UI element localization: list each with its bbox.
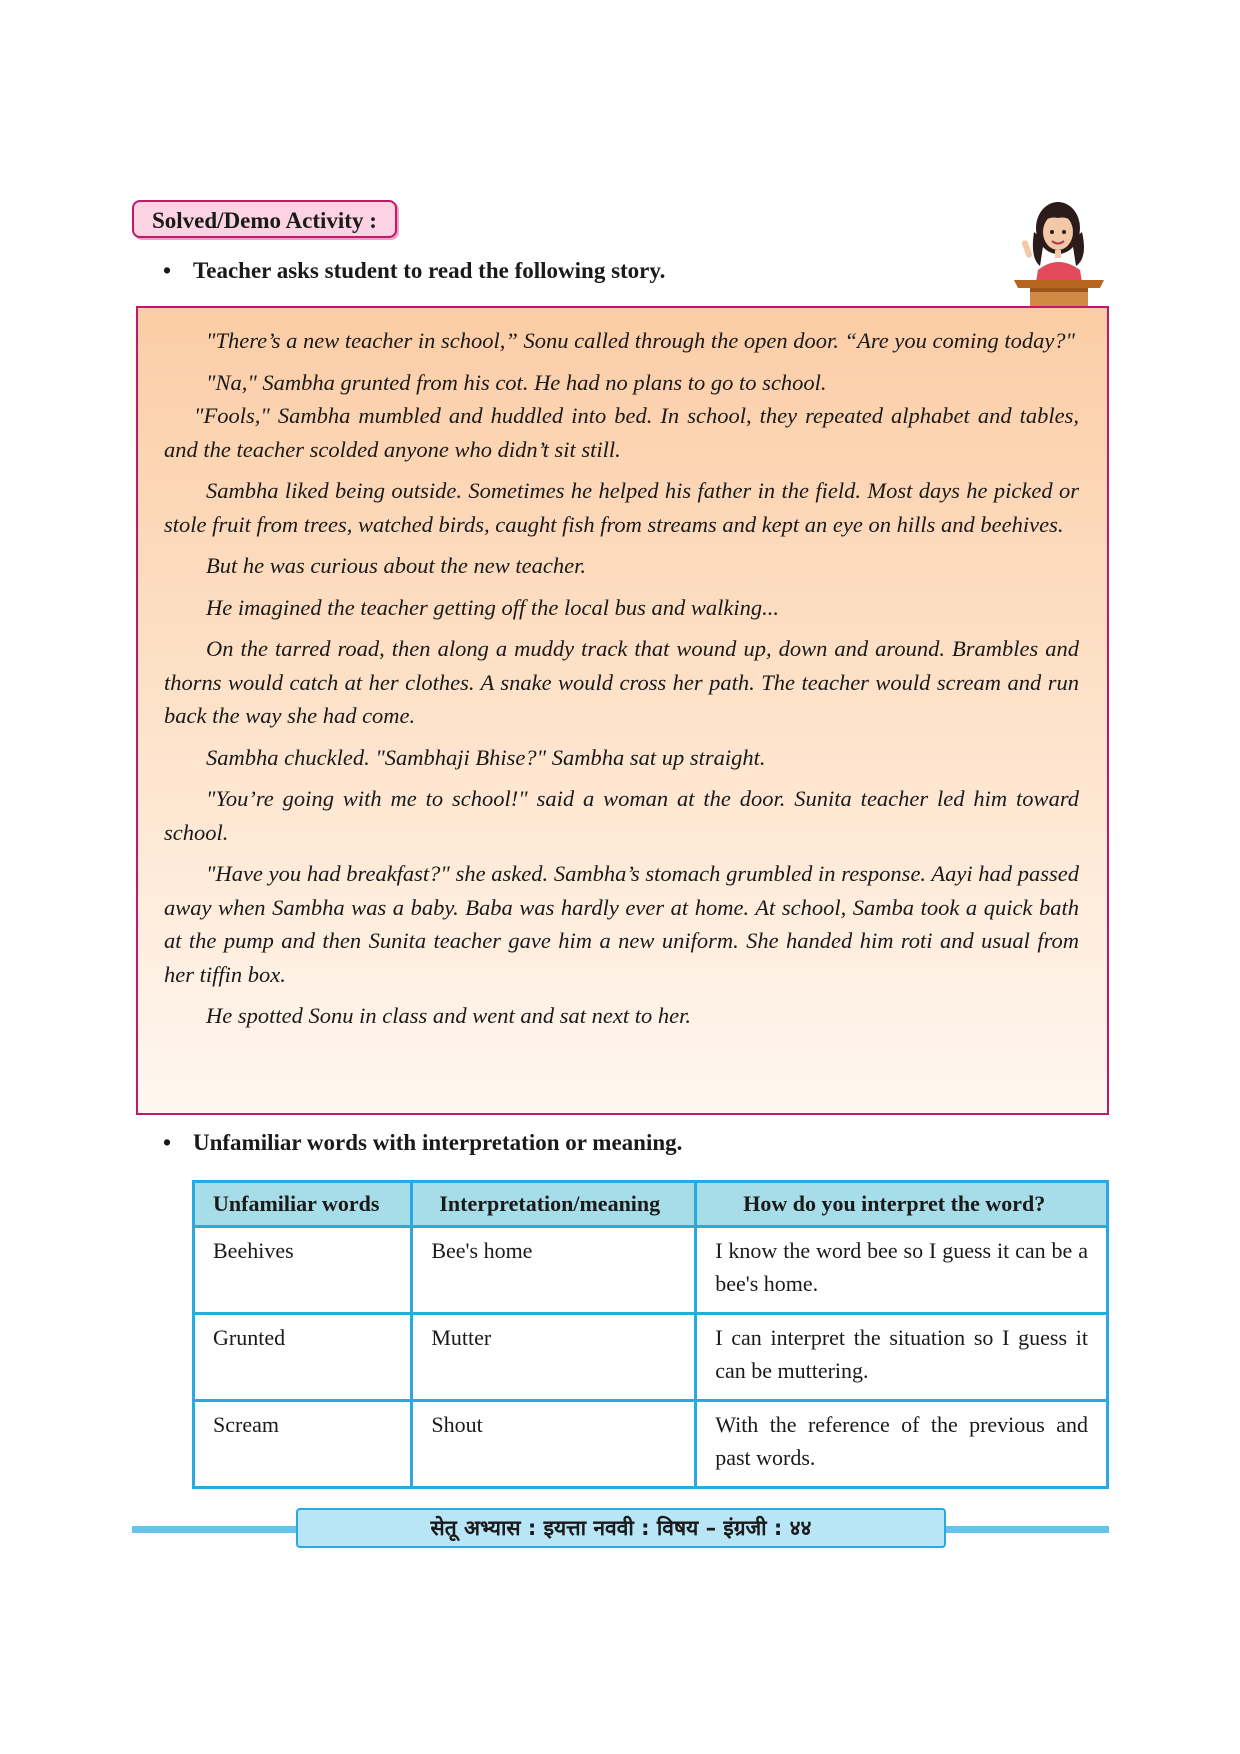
header-how-interpret: How do you interpret the word? (696, 1182, 1108, 1227)
bullet-icon: • (163, 1130, 172, 1155)
activity-label: Solved/Demo Activity : (132, 200, 397, 238)
header-interpretation: Interpretation/meaning (412, 1182, 696, 1227)
table-row (194, 1314, 1108, 1401)
unfamiliar-words-table (192, 1180, 1109, 1489)
story-paragraph: But he was curious about the new teacher. (206, 553, 586, 578)
story-paragraph: "There’s a new teacher in school,” Sonu called through the open door. “Are you coming today?" (206, 328, 1076, 353)
story-paragraph: Sambha liked being outside. Sometimes he helped his father in the field. Most days he picked or stole fruit from trees, watched birds, caught fish from streams and kept an eye on hills and beehives. (164, 478, 1079, 537)
interpretation-cell: With the reference of the previous and past words. (696, 1401, 1108, 1488)
story-paragraph: On the tarred road, then along a muddy track that wound up, down and around. Brambles and thorns would catch at her clothes. A snake would cross her path. The teacher would scream and run back the way she had come. (164, 636, 1079, 728)
words-instruction: • Unfamiliar words with interpretation or meaning. (163, 1130, 683, 1155)
table-row (194, 1401, 1108, 1488)
meaning-cell: Shout (412, 1401, 696, 1488)
teacher-at-podium-illustration (1000, 196, 1118, 314)
header-unfamiliar-words: Unfamiliar words (194, 1182, 412, 1227)
footer-page-label: सेतू अभ्यास : इयत्ता नववी : विषय – इंग्रजी : ४४ (296, 1508, 946, 1548)
story-paragraph: "Fools," Sambha mumbled and huddled into bed. In school, they repeated alphabet and tables, and the teacher scolded anyone who didn’t sit still. (164, 403, 1079, 462)
table-row (194, 1227, 1108, 1314)
word-cell: Grunted (194, 1314, 412, 1401)
story-paragraph: "Have you had breakfast?" she asked. Sambha’s stomach grumbled in response. Aayi had passed away when Sambha was a baby. Baba was hardly ever at home. At school, Samba took a quick bath at the pump and then Sunita teacher gave him a new uniform. She handed him roti and usual from her tiffin box. (164, 861, 1079, 987)
story-paragraph: He imagined the teacher getting off the local bus and walking... (206, 594, 780, 620)
story-passage (136, 306, 1109, 1115)
story-instruction: • Teacher asks student to read the following story. (163, 258, 666, 283)
interpretation-cell: I can interpret the situation so I guess it can be muttering. (696, 1314, 1108, 1401)
bullet-icon: • (163, 258, 172, 283)
meaning-cell: Mutter (412, 1314, 696, 1401)
story-paragraph: He spotted Sonu in class and went and sat next to her. (206, 1003, 691, 1028)
meaning-cell: Bee's home (412, 1227, 696, 1314)
interpretation-cell: I know the word bee so I guess it can be a bee's home. (696, 1227, 1108, 1314)
story-paragraph: "Na," Sambha grunted from his cot. He had no plans to go to school. (206, 369, 827, 395)
story-paragraph: "You’re going with me to school!" said a woman at the door. Sunita teacher led him toward school. (164, 786, 1079, 845)
story-paragraph: Sambha chuckled. "Sambhaji Bhise?" Sambha sat up straight. (206, 744, 766, 770)
table-header-row (194, 1182, 1108, 1227)
word-cell: Scream (194, 1401, 412, 1488)
word-cell: Beehives (194, 1227, 412, 1314)
